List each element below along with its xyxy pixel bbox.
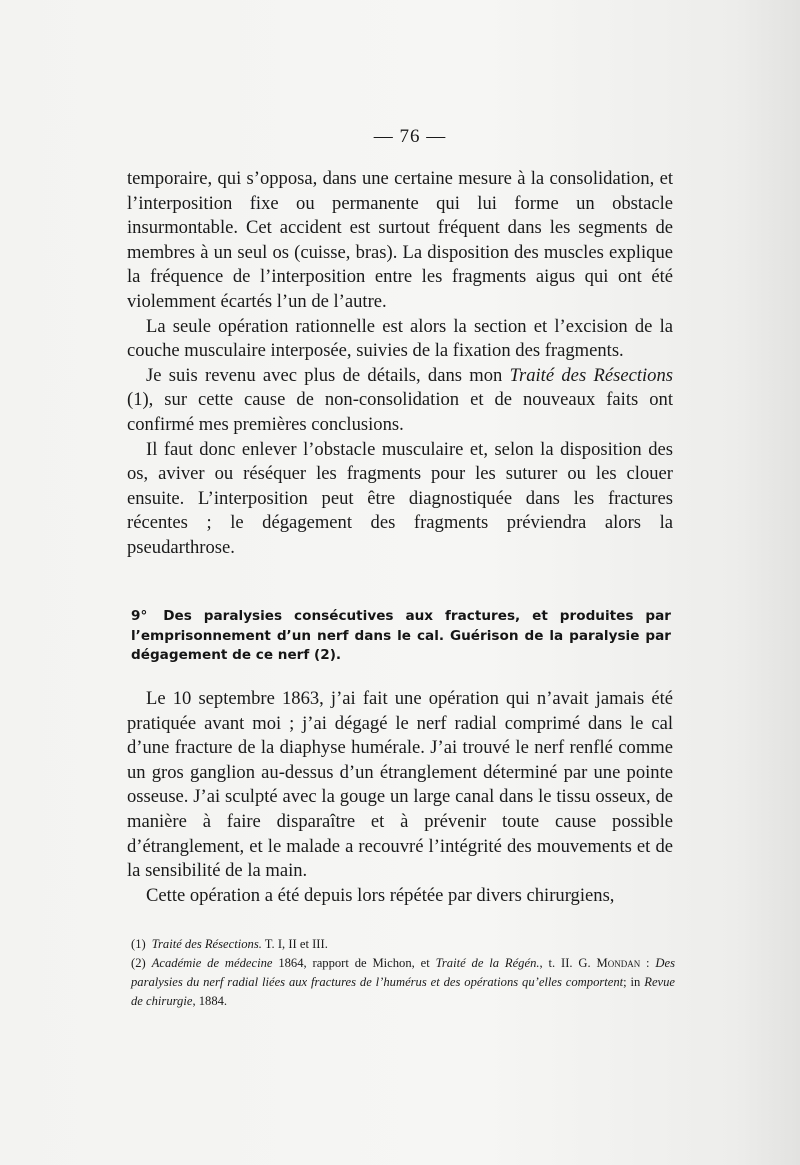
footnote-2-text-1: 1864, rapport de Michon, et [272, 956, 436, 970]
footnotes [131, 935, 675, 1011]
paragraph-1: temporaire, qui s’opposa, dans une certaine mesure à la consolidation, et l’interposition fixe ou permanente qui lui forme un obstacle insurmontable. Cet accident est surtout fréquent dans les segments de membres à un seul os (cuisse, bras). La disposition des muscles explique la fréquence de l’interposition entre les fragments aigus qui ont été violemment écartés l’un de l’autre. [127, 168, 673, 312]
footnote-2-italic-4: Revue de chirurgie [131, 975, 676, 1008]
body-section-1 [127, 167, 673, 561]
footnote-2-mark: (2) [131, 956, 146, 970]
footnote-1-title: Traité des Résections. [151, 937, 262, 951]
traite-des-resections-title: Traité des Résections [509, 364, 673, 386]
section-number: 9° [131, 608, 148, 624]
footnote-2-italic-3: Des paralysies du nerf radial liées aux fractures de l’humérus et des opérations qu’elles comportent [131, 956, 675, 989]
footnote-1-rest: T. I, II et III. [261, 937, 328, 951]
footnote-2-text-2: , t. II. G. [539, 956, 597, 970]
paragraph-4: Il faut donc enlever l’obstacle musculaire et, selon la disposition des os, aviver ou réséquer les fragments pour les suturer ou les clouer ensuite. L’interposition peut être diagnostiquée dans les fractures récentes ; le dégagement des fragments préviendra alors la pseudarthrose. [127, 438, 673, 558]
paragraph-3 [127, 364, 673, 438]
footnote-2-text-5: , 1884. [192, 994, 228, 1008]
section-heading [131, 607, 671, 666]
footnote-2-italic-2: Traité de la Régén. [435, 956, 540, 970]
paragraph-3-text-a: Je suis revenu avec plus de détails, dans mon [146, 364, 510, 386]
body-section-2 [127, 687, 673, 908]
footnote-2 [131, 954, 675, 1011]
footnote-2-text-3: : [640, 956, 656, 970]
footnote-1 [131, 935, 675, 954]
paragraph-6: Cette opération a été depuis lors répétée par divers chirurgiens, [146, 884, 615, 906]
paragraph-2: La seule opération rationnelle est alors la section et l’excision de la couche musculaire interposée, suivies de la fixation des fragments. [127, 315, 673, 362]
footnote-2-italic-1: Académie de médecine [151, 956, 273, 970]
footnote-2-text-4: ; in [623, 975, 645, 989]
paragraph-3-text-b: (1), sur cette cause de non-consolidation et de nouveaux faits ont confirmé mes premières conclusions. [127, 389, 673, 435]
page-number: — 76 — [373, 126, 447, 147]
footnote-1-mark: (1) [131, 937, 146, 951]
footnote-2-author: Mondan [596, 956, 641, 970]
section-heading-text: Des paralysies consécutives aux fractures, et produites par l’emprisonnement d’un nerf dans le cal. Guérison de la paralysie par dégagement de ce nerf (2). [131, 608, 672, 663]
paragraph-5: Le 10 septembre 1863, j’ai fait une opération qui n’avait jamais été pratiquée avant moi ; j’ai dégagé le nerf radial comprimé dans le cal d’une fracture de la diaphyse humérale. J’ai trouvé le nerf renflé comme un gros ganglion au-dessus d’un étranglement déterminé par une pointe osseuse. J’ai sculpté avec la gouge un large canal dans le tissu osseux, de manière à faire disparaître et à prévenir toute cause possible d’étranglement, et le malade a recouvré l’intégrité des mouvements et de la sensibilité de la main. [127, 688, 673, 882]
